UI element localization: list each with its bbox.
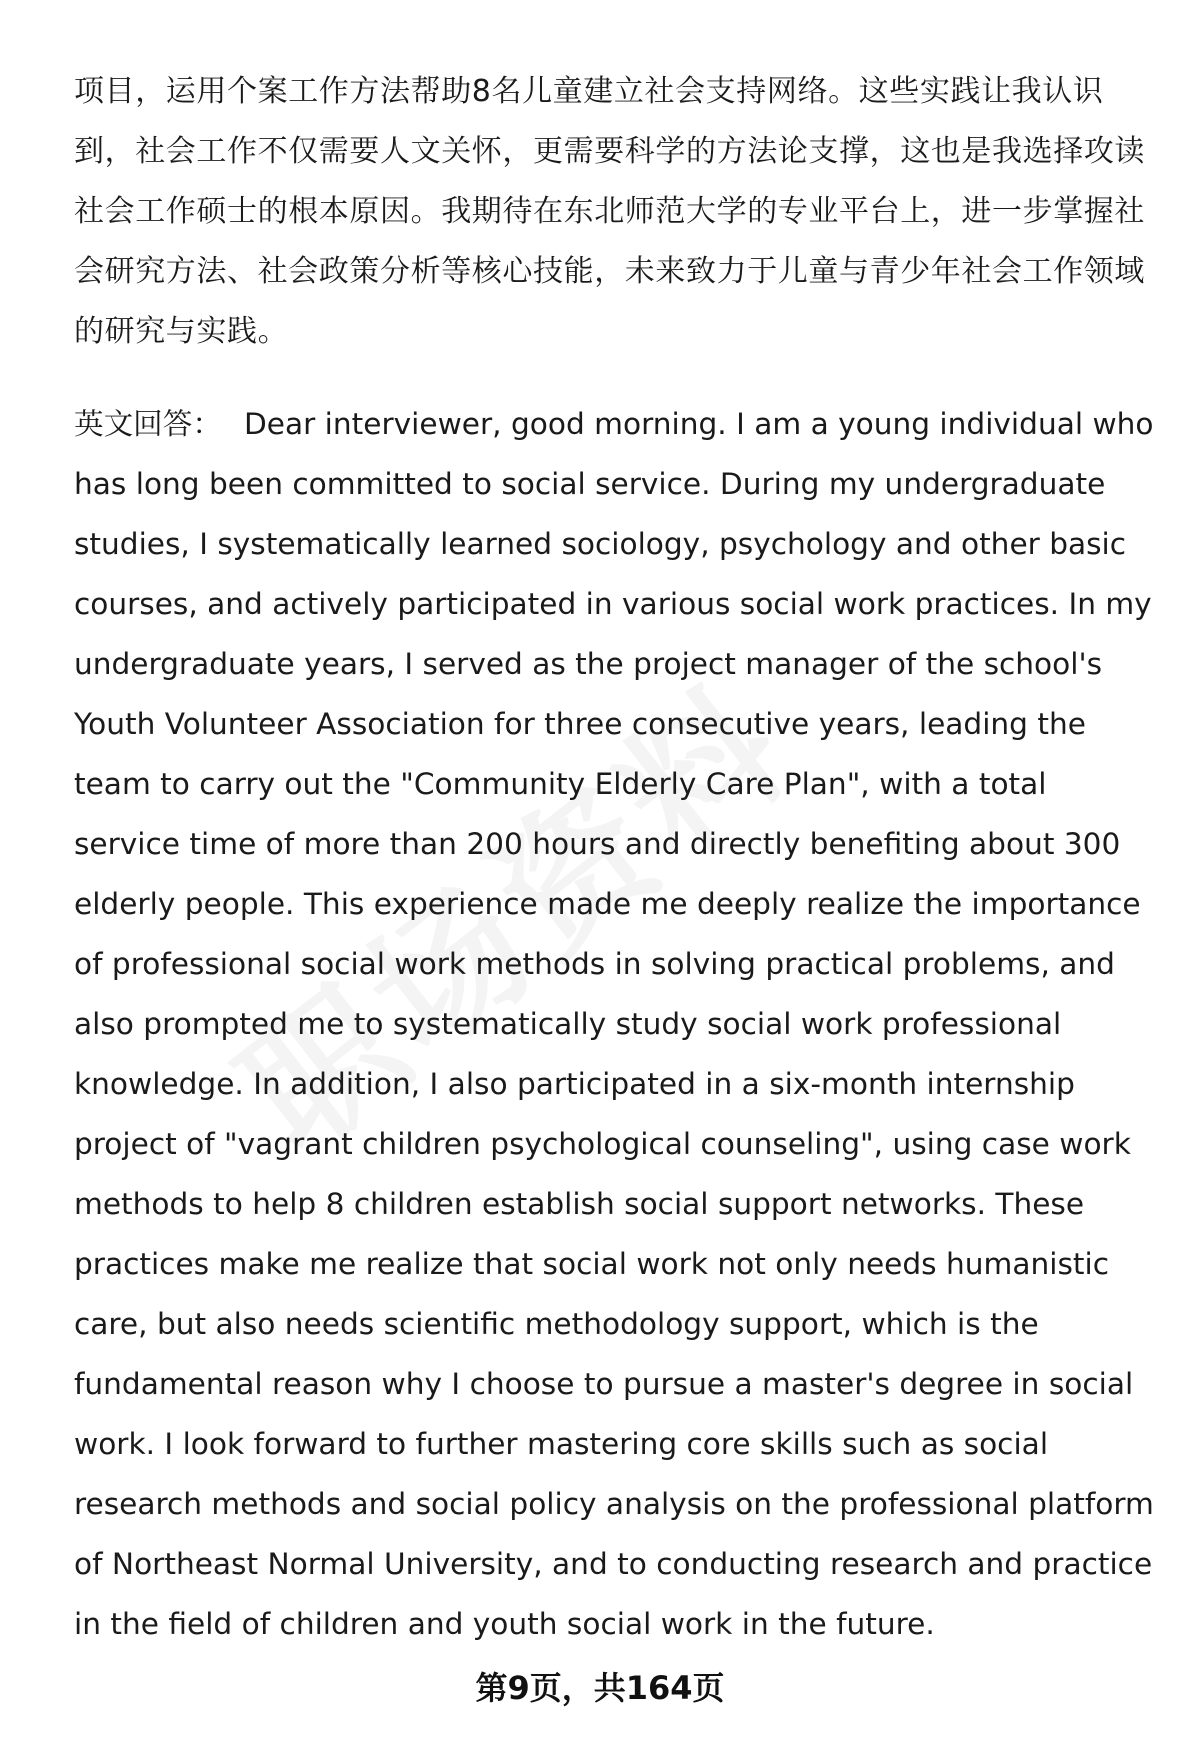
chinese-answer-paragraph: 项目，运用个案工作方法帮助8名儿童建立社会支持网络。这些实践让我认识到，社会工作不仅需要人文关怀，更需要科学的方法论支撑，这也是我选择攻读社会工作硕士的根本原因。我期待在东北师范大学的专业平台上，进一步掌握社会研究方法、社会政策分析等核心技能，未来致力于儿童与青少年社会工作领域的研究与实践。 <box>74 74 1145 349</box>
english-answer-text: Dear interviewer, good morning. I am a young individual who has long been committed to social service. During my undergraduate studies, I systematically learned sociology, psychology and other basic courses, and actively participated in various social work practices. In my undergraduate years, I served as the project manager of the school's Youth Volunteer Association for three consecutive years, leading the team to carry out the "Community Elderly Care Plan", with a total service time of more than 200 hours and directly benefiting about 300 elderly people. This experience made me deeply realize the importance of professional social work methods in solving practical problems, and also prompted me to systematically study social work professional knowledge. In addition, I also participated in a six-month internship project of "vagrant children psychological counseling", using case work methods to help 8 children establish social support networks. These practices make me realize that social work not only needs humanistic care, but also needs scientific methodology support, which is the fundamental reason why I choose to pursue a master's degree in social work. I look forward to further mastering core skills such as social research methods and social policy analysis on the professional platform of Northeast Normal University, and to conducting research and practice in the field of children and youth social work in the future. <box>74 407 1154 1641</box>
document-body <box>74 62 1154 1654</box>
english-answer-label: 英文回答： <box>74 407 222 441</box>
english-answer-paragraph <box>74 394 1154 1654</box>
page-number: 第9页，共164页 <box>475 1669 725 1707</box>
